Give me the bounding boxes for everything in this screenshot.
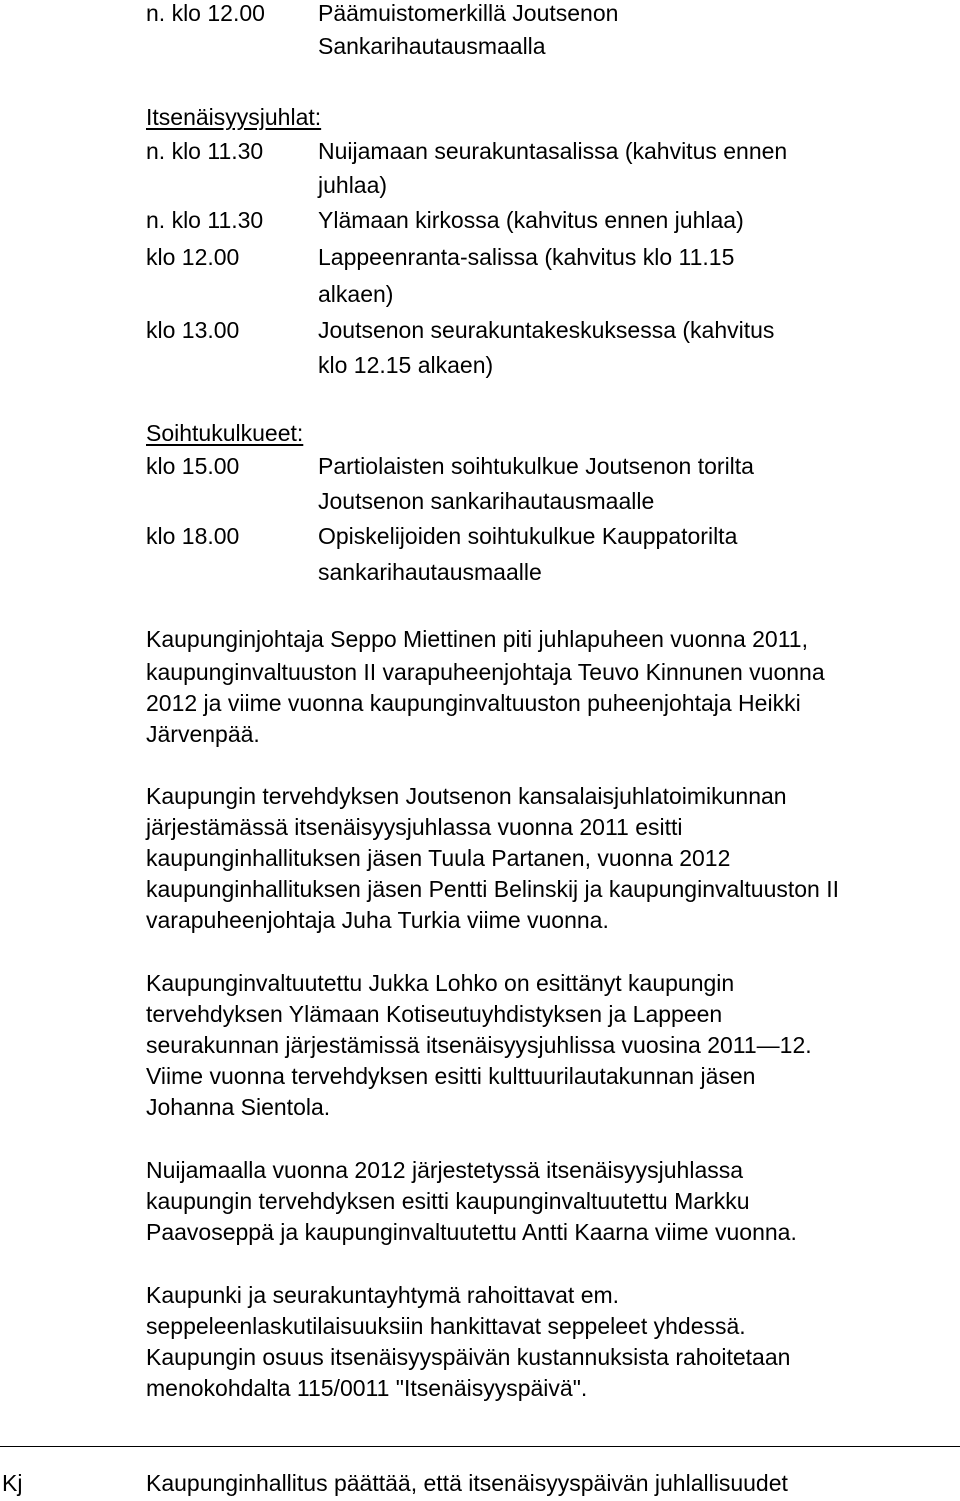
event-time: klo 15.00 bbox=[146, 453, 240, 479]
event-description: Opiskelijoiden soihtukulkue Kauppatorilta bbox=[318, 523, 738, 549]
section-heading-independence: Itsenäisyysjuhlat: bbox=[146, 104, 322, 130]
paragraph-line: Kaupungin tervehdyksen Joutsenon kansalaisjuhlatoimikunnan bbox=[146, 783, 787, 809]
decision-marker: Kj bbox=[2, 1470, 23, 1496]
paragraph-line: varapuheenjohtaja Juha Turkia viime vuonna. bbox=[146, 907, 609, 933]
paragraph-line: Järvenpää. bbox=[146, 721, 260, 747]
paragraph-line: menokohdalta 115/0011 "Itsenäisyyspäivä". bbox=[146, 1375, 588, 1401]
event-time: n. klo 11.30 bbox=[146, 138, 264, 164]
event-description: Joutsenon sankarihautausmaalle bbox=[318, 488, 655, 514]
event-description: Partiolaisten soihtukulkue Joutsenon torilta bbox=[318, 453, 754, 479]
paragraph-line: kaupunginvaltuuston II varapuheenjohtaja Teuvo Kinnunen vuonna bbox=[146, 659, 825, 685]
event-time: klo 18.00 bbox=[146, 523, 240, 549]
paragraph-line: Kaupunginvaltuutettu Jukka Lohko on esittänyt kaupungin bbox=[146, 970, 735, 996]
event-description: Lappeenranta-salissa (kahvitus klo 11.15 bbox=[318, 244, 735, 270]
event-description: klo 12.15 alkaen) bbox=[318, 352, 494, 378]
paragraph-line: Nuijamaalla vuonna 2012 järjestetyssä itsenäisyysjuhlassa bbox=[146, 1157, 744, 1183]
event-description: Sankarihautausmaalla bbox=[318, 33, 546, 59]
event-description: Joutsenon seurakuntakeskuksessa (kahvitus bbox=[318, 317, 775, 343]
paragraph-line: Kaupunki ja seurakuntayhtymä rahoittavat em. bbox=[146, 1282, 620, 1308]
event-time: n. klo 12.00 bbox=[146, 0, 265, 26]
event-description: alkaen) bbox=[318, 281, 394, 307]
event-description: Ylämaan kirkossa (kahvitus ennen juhlaa) bbox=[318, 207, 744, 233]
paragraph-line: kaupunginhallituksen jäsen Pentti Belinskij ja kaupunginvaltuuston II bbox=[146, 876, 840, 902]
paragraph-line: järjestämässä itsenäisyysjuhlassa vuonna 2011 esitti bbox=[146, 814, 683, 840]
paragraph-line: Johanna Sientola. bbox=[146, 1094, 331, 1120]
paragraph-line: kaupunginhallituksen jäsen Tuula Partanen, vuonna 2012 bbox=[146, 845, 731, 871]
paragraph-line: Kaupunginjohtaja Seppo Miettinen piti juhlapuheen vuonna 2011, bbox=[146, 626, 808, 652]
event-description: juhlaa) bbox=[318, 172, 388, 198]
event-time: klo 13.00 bbox=[146, 317, 240, 343]
paragraph-line: Viime vuonna tervehdyksen esitti kulttuurilautakunnan jäsen bbox=[146, 1063, 756, 1089]
paragraph-line: Paavoseppä ja kaupunginvaltuutettu Antti Kaarna viime vuonna. bbox=[146, 1219, 797, 1245]
paragraph-line: 2012 ja viime vuonna kaupunginvaltuuston puheenjohtaja Heikki bbox=[146, 690, 801, 716]
paragraph-line: kaupungin tervehdyksen esitti kaupunginvaltuutettu Markku bbox=[146, 1188, 750, 1214]
section-divider bbox=[0, 1446, 960, 1447]
paragraph-line: seppeleenlaskutilaisuuksiin hankittavat seppeleet yhdessä. bbox=[146, 1313, 746, 1339]
paragraph-line: seurakunnan järjestämissä itsenäisyysjuhlissa vuosina 2011—12. bbox=[146, 1032, 812, 1058]
event-time: n. klo 11.30 bbox=[146, 207, 264, 233]
decision-text: Kaupunginhallitus päättää, että itsenäisyyspäivän juhlallisuudet bbox=[146, 1470, 788, 1496]
event-time: klo 12.00 bbox=[146, 244, 240, 270]
paragraph-line: tervehdyksen Ylämaan Kotiseutuyhdistyksen ja Lappeen bbox=[146, 1001, 723, 1027]
section-heading-torch: Soihtukulkueet: bbox=[146, 420, 304, 446]
event-description: sankarihautausmaalle bbox=[318, 559, 542, 585]
event-description: Päämuistomerkillä Joutsenon bbox=[318, 0, 619, 26]
paragraph-line: Kaupungin osuus itsenäisyyspäivän kustannuksista rahoitetaan bbox=[146, 1344, 791, 1370]
event-description: Nuijamaan seurakuntasalissa (kahvitus ennen bbox=[318, 138, 788, 164]
